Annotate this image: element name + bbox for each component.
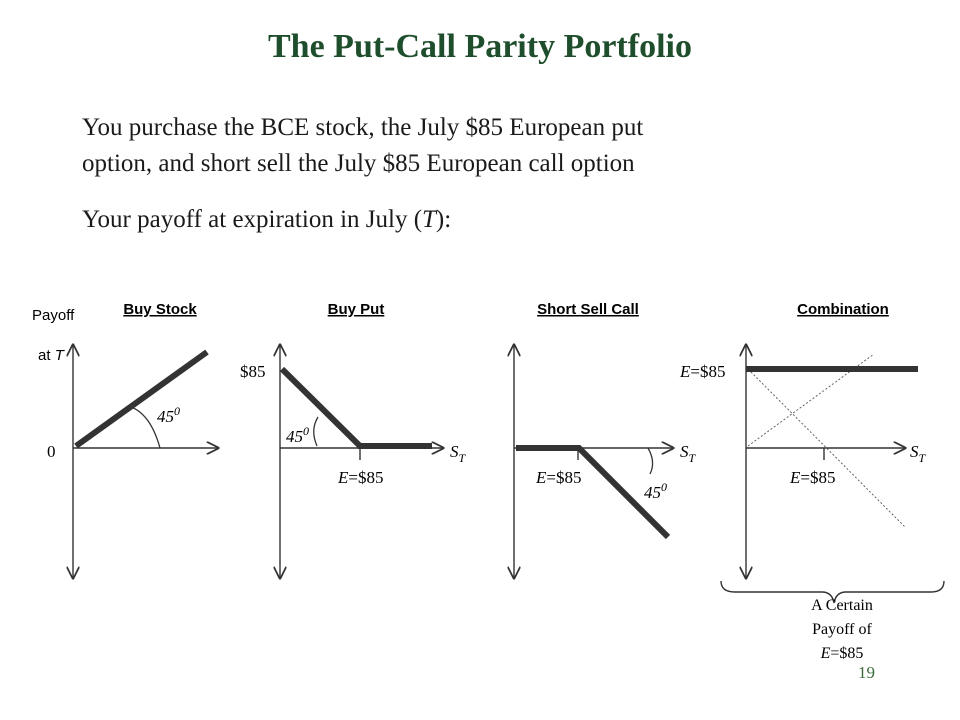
at-label: at: [38, 347, 51, 364]
strike-e: E: [536, 468, 547, 487]
body-line-3-italic: T: [422, 206, 436, 233]
y-value-label: $85: [240, 362, 266, 381]
angle-arc: [314, 417, 318, 446]
x-axis-sub: T: [918, 451, 926, 465]
strike-value: =$85: [800, 468, 836, 487]
x-axis-s: S: [450, 442, 459, 461]
panel-buy-stock: [32, 301, 218, 578]
angle-label: [157, 404, 180, 426]
y-value: =$85: [690, 362, 726, 381]
note-value: =$85: [830, 645, 864, 662]
angle-sup: 0: [303, 424, 309, 438]
y-e: E: [680, 362, 691, 381]
note-e: E: [820, 645, 831, 662]
slide-title: The Put-Call Parity Portfolio: [268, 28, 692, 65]
x-axis-label: [450, 442, 467, 465]
zero-label: 0: [47, 442, 56, 461]
panel-short-sell-call: [514, 301, 697, 578]
payoff-line-stock: [76, 352, 207, 446]
note-line-3: [820, 645, 864, 662]
x-axis-s: S: [680, 442, 689, 461]
note-line-1: A Certain: [811, 597, 873, 614]
panel-buy-put: [240, 301, 467, 578]
strike-label: [535, 468, 581, 487]
x-axis-sub: T: [458, 451, 466, 465]
strike-e: E: [338, 468, 349, 487]
panel-title-buy-stock: Buy Stock: [123, 301, 197, 318]
angle-label: [644, 480, 667, 502]
panel-combination: [679, 301, 944, 662]
x-axis-sub: T: [688, 451, 696, 465]
y-value-label: [679, 362, 725, 381]
angle-sup: 0: [174, 404, 180, 418]
at-t-label: [38, 347, 66, 364]
strike-label: [789, 468, 835, 487]
page-number: 19: [858, 663, 875, 682]
panel-title-combination: Combination: [797, 301, 889, 318]
angle-value: 45: [644, 483, 661, 502]
body-line-3-suffix: ):: [435, 206, 452, 233]
payoff-label: Payoff: [32, 307, 75, 324]
x-axis-label: [680, 442, 697, 465]
strike-e: E: [790, 468, 801, 487]
strike-value: =$85: [546, 468, 582, 487]
note-line-2: Payoff of: [812, 621, 872, 638]
angle-arc: [648, 448, 653, 474]
x-axis-s: S: [910, 442, 919, 461]
angle-label: [286, 424, 309, 446]
panel-title-short-sell-call: Short Sell Call: [537, 301, 639, 318]
x-axis-label: [910, 442, 927, 465]
body-line-2: option, and short sell the July $85 European call option: [82, 150, 635, 177]
angle-value: 45: [286, 427, 303, 446]
strike-label: [337, 468, 383, 487]
angle-arc: [128, 406, 160, 448]
strike-value: =$85: [348, 468, 384, 487]
angle-sup: 0: [661, 480, 667, 494]
body-line-1: You purchase the BCE stock, the July $85 European put: [82, 114, 644, 141]
t-label: T: [54, 347, 64, 364]
angle-value: 45: [157, 407, 174, 426]
panel-title-buy-put: Buy Put: [327, 301, 385, 318]
body-line-3-prefix: Your payoff at expiration in July (: [82, 206, 423, 233]
